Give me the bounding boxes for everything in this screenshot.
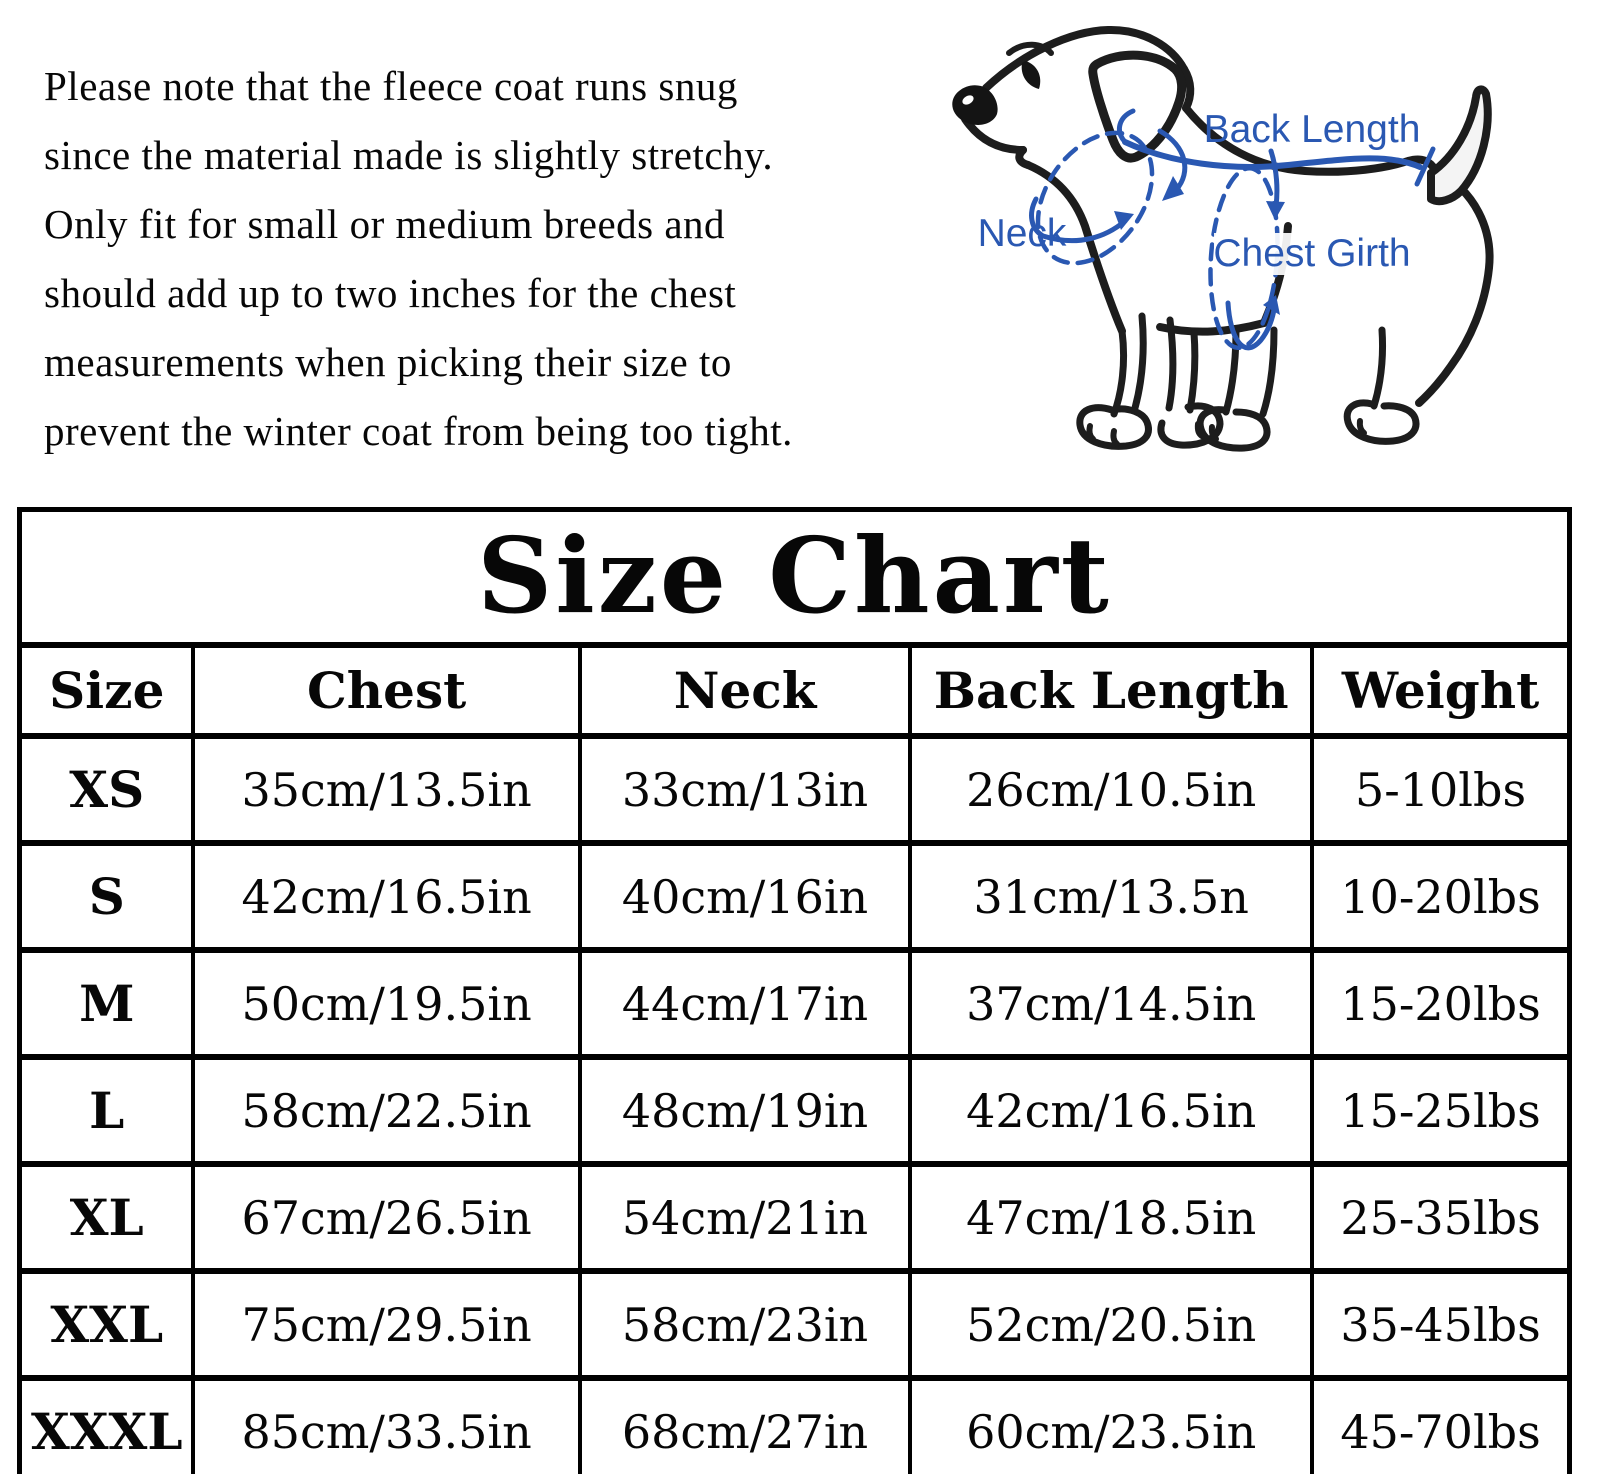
cell-chest: 67cm/26.5in <box>193 1164 579 1271</box>
row-label: M <box>22 950 193 1057</box>
cell-weight: 10-20lbs <box>1312 843 1567 950</box>
table-row-xl <box>22 1164 1567 1271</box>
cell-chest: 35cm/13.5in <box>193 736 579 843</box>
cell-back-length: 47cm/18.5in <box>910 1164 1312 1271</box>
size-chart-table <box>22 648 1567 1474</box>
ear <box>1093 55 1182 158</box>
note-line: measurements when picking their size to <box>44 339 732 385</box>
cell-neck: 68cm/27in <box>580 1378 911 1474</box>
col-header-neck: Neck <box>580 648 911 736</box>
tail <box>1431 89 1488 201</box>
eye <box>1022 61 1041 89</box>
cell-neck: 58cm/23in <box>580 1271 911 1378</box>
row-label: S <box>22 843 193 950</box>
cell-neck: 48cm/19in <box>580 1057 911 1164</box>
cell-neck: 33cm/13in <box>580 736 911 843</box>
cell-back-length: 42cm/16.5in <box>910 1057 1312 1164</box>
col-header-weight: Weight <box>1312 648 1567 736</box>
table-row-xs <box>22 736 1567 843</box>
cell-back-length: 31cm/13.5n <box>910 843 1312 950</box>
note-text <box>44 52 793 466</box>
cell-chest: 42cm/16.5in <box>193 843 579 950</box>
size-chart <box>17 507 1572 1474</box>
cell-chest: 85cm/33.5in <box>193 1378 579 1474</box>
cell-weight: 5-10lbs <box>1312 736 1567 843</box>
dog-measurement-diagram <box>930 0 1590 470</box>
cell-chest: 58cm/22.5in <box>193 1057 579 1164</box>
cell-neck: 40cm/16in <box>580 843 911 950</box>
note-line: Only fit for small or medium breeds and <box>44 201 726 247</box>
row-label: XXL <box>22 1271 193 1378</box>
col-header-back-length: Back Length <box>910 648 1312 736</box>
row-label: L <box>22 1057 193 1164</box>
cell-back-length: 60cm/23.5in <box>910 1378 1312 1474</box>
cell-neck: 54cm/21in <box>580 1164 911 1271</box>
table-row-xxl <box>22 1271 1567 1378</box>
table-row-m <box>22 950 1567 1057</box>
cell-neck: 44cm/17in <box>580 950 911 1057</box>
cell-weight: 15-20lbs <box>1312 950 1567 1057</box>
row-label: XS <box>22 736 193 843</box>
neck-label: Neck <box>977 212 1067 255</box>
size-chart-title: Size Chart <box>22 512 1567 648</box>
table-row-l <box>22 1057 1567 1164</box>
cell-back-length: 52cm/20.5in <box>910 1271 1312 1378</box>
cell-chest: 50cm/19.5in <box>193 950 579 1057</box>
cell-weight: 35-45lbs <box>1312 1271 1567 1378</box>
col-header-size: Size <box>49 661 165 720</box>
cell-back-length: 26cm/10.5in <box>910 736 1312 843</box>
cell-weight: 45-70lbs <box>1312 1378 1567 1474</box>
table-row-s <box>22 843 1567 950</box>
cell-back-length: 37cm/14.5in <box>910 950 1312 1057</box>
cell-weight: 25-35lbs <box>1312 1164 1567 1271</box>
row-label: XL <box>22 1164 193 1271</box>
chest-girth-label: Chest Girth <box>1213 232 1411 275</box>
cell-weight: 15-25lbs <box>1312 1057 1567 1164</box>
col-header-chest: Chest <box>193 648 579 736</box>
header-row <box>22 648 1567 736</box>
row-label: XXXL <box>22 1378 193 1474</box>
cell-chest: 75cm/29.5in <box>193 1271 579 1378</box>
chest-top-arrow <box>1271 151 1277 206</box>
note-line: prevent the winter coat from being too tight. <box>44 408 793 454</box>
note-line: should add up to two inches for the chest <box>44 270 737 316</box>
back-length-label: Back Length <box>1203 108 1421 151</box>
table-row-xxxl <box>22 1378 1567 1474</box>
note-line: since the material made is slightly stretchy. <box>44 132 774 178</box>
note-line: Please note that the fleece coat runs snug <box>44 63 738 109</box>
nose <box>952 85 997 125</box>
